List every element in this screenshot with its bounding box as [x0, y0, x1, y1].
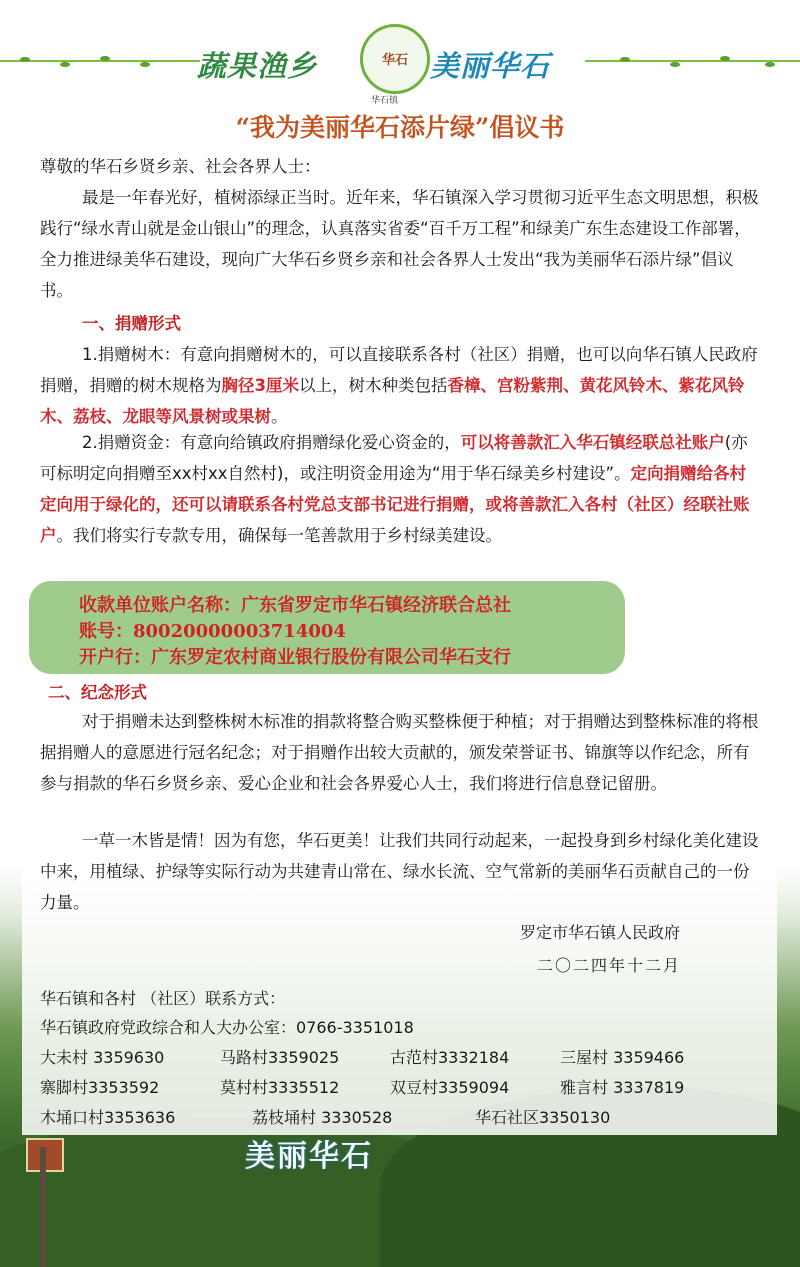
logo-caption: 华石镇	[371, 96, 399, 106]
leaf-icon	[765, 62, 775, 67]
leaf-icon	[100, 56, 110, 61]
vine-decoration-left	[0, 60, 200, 62]
intro-text: 最是一年春光好，植树添绿正当时。近年来，华石镇深入学习贯彻习近平生态文明思想，积极践行“绿水青山就是金山银山”的理念，认真落实省委“百千万工程”和绿美广东生态建设工作部署，全力推进绿美华石建设，现向广大华石乡贤乡亲和社会各界人士发出“我为美丽华石添片绿”倡议书。	[40, 188, 759, 300]
leaf-icon	[720, 56, 730, 61]
greeting: 尊敬的华石乡贤乡亲、社会各界人士：	[40, 157, 321, 176]
highlight: 香樟、宫粉紫荆、黄花风铃木、紫花风铃木、荔枝、龙眼等风景树或果树	[40, 376, 745, 426]
slogan-left: 蔬果渔乡	[197, 49, 318, 83]
text: 以上，树木种类包括	[298, 376, 448, 395]
contacts-row	[40, 1045, 780, 1073]
text: (亦可标明定向捐赠至xx村xx自然村)，或注明资金用途为“用于华石绿美乡村建设”。	[40, 433, 748, 483]
contacts-row	[40, 1075, 780, 1103]
contact-item: 马路村3359025	[220, 1048, 340, 1067]
page-title: “我为美丽华石添片绿”倡议书	[235, 113, 565, 142]
text: 2.捐赠资金：有意向给镇政府捐赠绿化爱心资金的，	[82, 433, 461, 452]
header-banner	[0, 0, 800, 112]
account-name: 收款单位账户名称：广东省罗定市华石镇经济联合总社	[79, 595, 511, 616]
commemoration-paragraph	[40, 706, 762, 799]
closing-paragraph	[40, 825, 762, 918]
contact-item: 木埇口村3353636	[40, 1108, 176, 1127]
contact-item: 古范村3332184	[390, 1048, 510, 1067]
account-number: 账号：80020000003714004	[79, 621, 346, 642]
contact-item: 莫村村3335512	[220, 1078, 340, 1097]
leaf-icon	[140, 62, 150, 67]
contact-item: 荔枝埇村 3330528	[252, 1108, 393, 1127]
background-village-sign: 美丽华石	[245, 1139, 373, 1174]
text: 一草一木皆是情！因为有您，华石更美！让我们共同行动起来，一起投身到乡村绿化美化建设中来，用植绿、护绿等实际行动为共建青山常在、绿水长流、空气常新的美丽华石贡献自己的一份力量。	[40, 831, 759, 912]
leaf-icon	[620, 57, 630, 62]
logo-text: 华石	[381, 53, 408, 68]
text: 。	[271, 407, 288, 426]
account-bank: 开户行：广东罗定农村商业银行股份有限公司华石支行	[79, 647, 511, 668]
leaf-icon	[670, 62, 680, 67]
contacts-title: 华石镇和各村 （社区）联系方式：	[40, 989, 286, 1008]
contacts-row	[40, 1105, 780, 1133]
contact-item: 雅言村 3337819	[560, 1078, 685, 1097]
text: 1.捐赠树木：有意向捐赠树木的，可以直接联系各村（社区）捐赠，也可以向华石镇人民政府捐赠，捐赠的树木规格为	[40, 345, 758, 395]
town-logo-icon	[360, 24, 430, 94]
sign-post	[40, 1147, 46, 1267]
signer: 罗定市华石镇人民政府	[520, 923, 681, 942]
slogan-right: 美丽华石	[430, 49, 551, 83]
contact-item: 双豆村3359094	[390, 1078, 510, 1097]
contact-item: 华石社区3350130	[475, 1108, 611, 1127]
section1-heading: 一、捐赠形式	[82, 314, 181, 333]
contacts-main-office: 华石镇政府党政综合和人大办公室：0766-3351018	[40, 1018, 414, 1037]
leaf-icon	[20, 57, 30, 62]
intro-paragraph	[40, 182, 762, 306]
contact-item: 寨脚村3353592	[40, 1078, 160, 1097]
text: 。我们将实行专款专用，确保每一笔善款用于乡村绿美建设。	[56, 526, 502, 545]
donate-funds-paragraph	[40, 427, 762, 551]
contact-item: 大未村 3359630	[40, 1048, 165, 1067]
section2-heading: 二、纪念形式	[48, 683, 147, 702]
leaf-icon	[60, 62, 70, 67]
date: 二〇二四年十二月	[537, 956, 682, 975]
account-info-box	[29, 581, 625, 674]
text: 对于捐赠未达到整株树木标准的捐款将整合购买整株便于种植；对于捐赠达到整株标准的将根据捐赠人的意愿进行冠名纪念；对于捐赠作出较大贡献的，颁发荣誉证书、锦旗等以作纪念，所有参与捐款的华石乡贤乡亲、爱心企业和社会各界爱心人士，我们将进行信息登记留册。	[40, 712, 759, 793]
highlight: 定向捐赠给各村定向用于绿化的，还可以请联系各村党总支部书记进行捐赠，或将善款汇入各村（社区）经联社账户	[40, 464, 750, 545]
highlight: 可以将善款汇入华石镇经联总社账户	[460, 433, 725, 452]
donate-trees-paragraph	[40, 339, 762, 432]
contact-item: 三屋村 3359466	[560, 1048, 685, 1067]
highlight: 胸径3厘米	[221, 376, 299, 395]
